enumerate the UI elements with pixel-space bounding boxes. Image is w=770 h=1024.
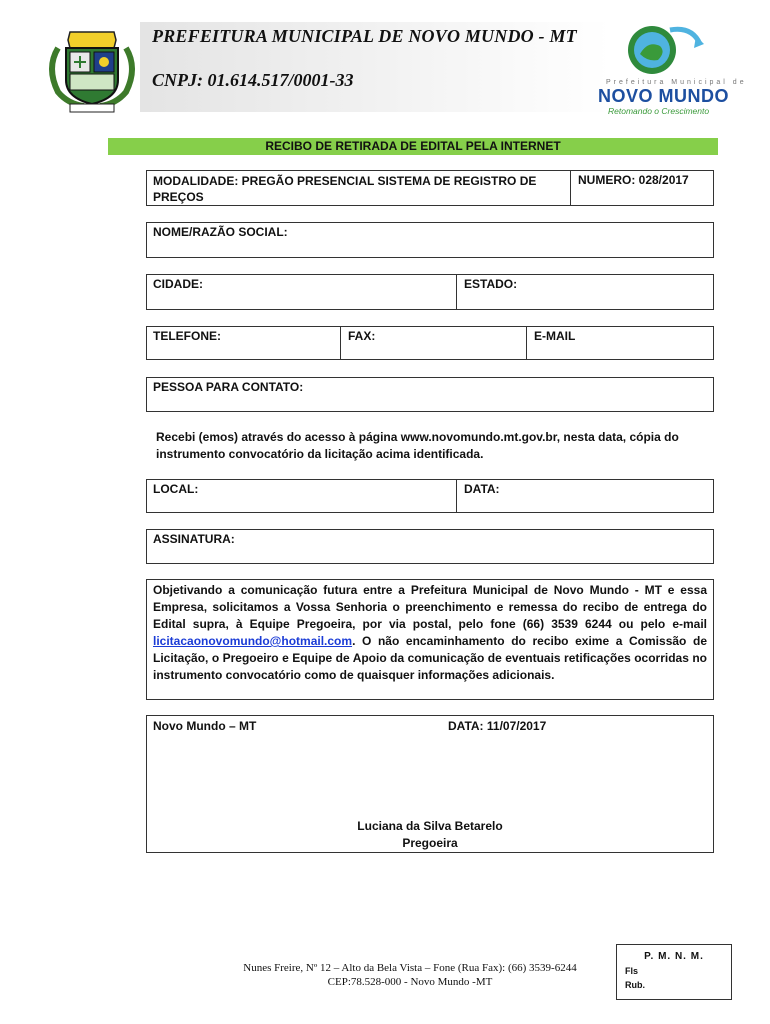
- pmnm-stamp-box: [616, 944, 732, 1000]
- fax-label: FAX:: [348, 329, 376, 343]
- pmnm-rub: Rub.: [625, 980, 645, 990]
- footer-address: [200, 961, 620, 989]
- cidade-label: CIDADE:: [153, 277, 203, 291]
- footer-line-1: Nunes Freire, Nº 12 – Alto da Bela Vista – Fone (Rua Fax): (66) 3539-6244: [243, 962, 577, 974]
- cidade-divider: [456, 274, 457, 310]
- modalidade-divider: [570, 170, 571, 206]
- signature-date: DATA: 11/07/2017: [448, 719, 547, 733]
- numero-label: NUMERO: 028/2017: [578, 173, 689, 187]
- page-title: PREFEITURA MUNICIPAL DE NOVO MUNDO - MT: [152, 26, 577, 46]
- logo-name: NOVO MUNDO: [598, 86, 729, 106]
- pessoa-contato-label: PESSOA PARA CONTATO:: [153, 380, 304, 394]
- form-title-bar: [108, 138, 718, 155]
- telefone-label: TELEFONE:: [153, 329, 221, 343]
- signature-place: Novo Mundo – MT: [153, 719, 257, 733]
- notice-paragraph: [153, 582, 707, 684]
- cnpj-text: CNPJ: 01.614.517/0001-33: [152, 70, 354, 90]
- form-title: RECIBO DE RETIRADA DE EDITAL PELA INTERNET: [265, 139, 561, 153]
- recebi-paragraph: Recebi (emos) através do acesso à página www.novomundo.mt.gov.br, nesta data, cópia do instrumento convocatório da licitação acima identificada.: [156, 430, 679, 461]
- municipal-crest-icon: [44, 18, 140, 118]
- fax-divider: [526, 326, 527, 360]
- logo-slogan: Retomando o Crescimento: [608, 106, 710, 116]
- nome-razao-label: NOME/RAZÃO SOCIAL:: [153, 225, 288, 239]
- local-divider: [456, 479, 457, 513]
- telefone-divider: [340, 326, 341, 360]
- notice-email-link[interactable]: licitacaonovomundo@hotmail.com: [153, 634, 353, 648]
- data-label: DATA:: [464, 482, 500, 496]
- notice-text-2: . O não encaminhamento do recibo exime a Comissão de Licitação, o Pregoeiro e Equipe de Apoio da comunicação de eventuais retificações ocorridas no instrumento convocatório como de quaisquer informações adicionais.: [153, 634, 707, 682]
- logo-small-text: Prefeitura Municipal de: [606, 79, 747, 86]
- estado-label: ESTADO:: [464, 277, 518, 291]
- modalidade-label: MODALIDADE: PREGÃO PRESENCIAL SISTEMA DE REGISTRO DE PREÇOS: [153, 174, 537, 204]
- signer-role: Pregoeira: [402, 836, 458, 850]
- local-label: LOCAL:: [153, 482, 199, 496]
- assinatura-label: ASSINATURA:: [153, 532, 235, 546]
- pmnm-title: P. M. N. M.: [644, 951, 704, 962]
- signer-name: Luciana da Silva Betarelo: [357, 819, 503, 833]
- footer-line-2: CEP:78.528-000 - Novo Mundo -MT: [327, 976, 493, 988]
- pmnm-fls: Fls: [625, 966, 639, 976]
- email-label: E-MAIL: [534, 329, 576, 343]
- notice-text-1: Objetivando a comunicação futura entre a Prefeitura Municipal de Novo Mundo - MT e essa Empresa, solicitamos a Vossa Senhoria o preenchimento e remessa do recibo de entrega do Edital supra, à Equipe Pregoeira, por via postal, pelo fone (66) 3539 6244 ou pelo e-mail: [153, 583, 707, 631]
